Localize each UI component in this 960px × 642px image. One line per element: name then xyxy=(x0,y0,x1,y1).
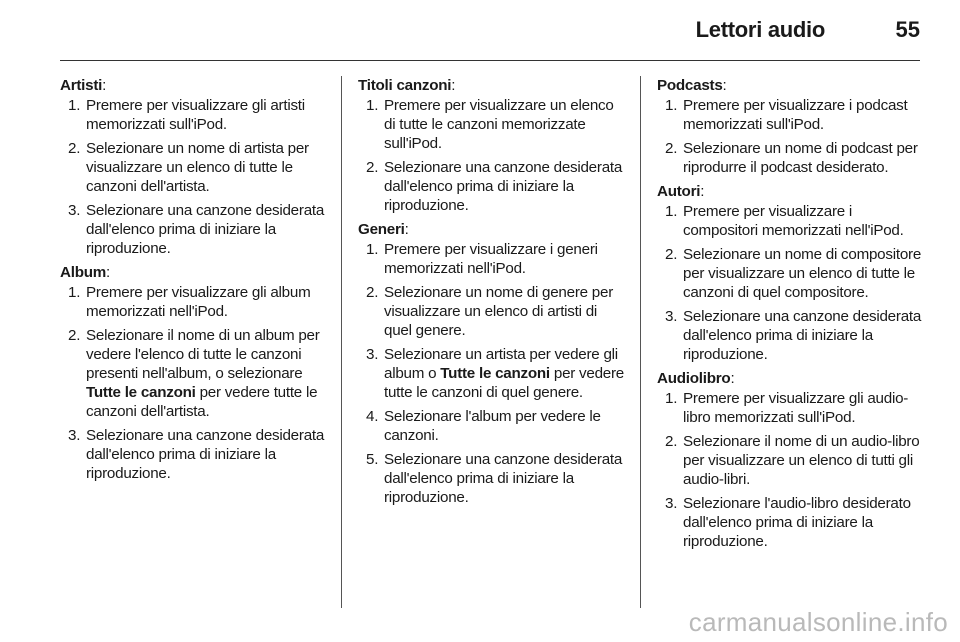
section-podcasts xyxy=(657,76,925,177)
step-number: 2. xyxy=(665,246,678,263)
section-heading: Audiolibro: xyxy=(657,370,735,387)
step-text: Selezionare una canzone desiderata dall'elenco prima di iniziare la riproduzione. xyxy=(384,451,623,506)
step-text: Selezionare un nome di artista per visualizzare un elenco di tutte le canzoni dell'artista. xyxy=(86,140,309,195)
step-text: Selezionare il nome di un album per vedere l'elenco di tutte le canzoni presenti nell'album, o selezionare xyxy=(86,327,320,382)
section-heading: Autori: xyxy=(657,183,705,200)
step-number: 5. xyxy=(366,451,379,468)
step-number: 2. xyxy=(68,327,81,344)
step-item xyxy=(60,201,328,258)
step-item xyxy=(358,407,626,445)
step-item xyxy=(358,158,626,215)
step-text: Selezionare una canzone desiderata dall'elenco prima di iniziare la riproduzione. xyxy=(86,202,325,257)
step-item xyxy=(657,139,925,177)
section-heading: Generi: xyxy=(358,221,409,238)
step-text: Selezionare una canzone desiderata dall'elenco prima di iniziare la riproduzione. xyxy=(86,427,325,482)
page-number: 55 xyxy=(895,17,920,42)
watermark-text: carmanualsonline.info xyxy=(688,607,948,637)
step-number: 1. xyxy=(665,390,678,407)
step-number: 2. xyxy=(68,140,81,157)
step-item xyxy=(657,96,925,134)
step-text: Premere per visualizzare i generi memorizzati nell'iPod. xyxy=(384,241,598,277)
section-title: Album xyxy=(60,264,106,281)
step-item xyxy=(60,283,328,321)
section-album xyxy=(60,263,328,483)
step-number: 3. xyxy=(366,346,379,363)
section-title: Titoli canzoni xyxy=(358,77,452,94)
section-title: Artisti xyxy=(60,77,103,94)
step-text: Selezionare un nome di genere per visualizzare un elenco di artisti di quel genere. xyxy=(384,284,614,339)
step-number: 2. xyxy=(665,140,678,157)
step-item xyxy=(358,96,626,153)
header-rule xyxy=(60,60,920,61)
step-number: 1. xyxy=(366,241,379,258)
step-text: Selezionare un artista per vedere gli album o xyxy=(384,346,618,382)
column-divider xyxy=(640,76,641,608)
step-item xyxy=(60,96,328,134)
section-heading: Album: xyxy=(60,264,110,281)
step-list xyxy=(358,240,626,507)
step-item xyxy=(358,240,626,278)
section-title: Autori xyxy=(657,183,701,200)
step-list xyxy=(60,96,328,258)
step-item xyxy=(358,450,626,507)
step-number: 1. xyxy=(68,97,81,114)
step-number: 1. xyxy=(665,97,678,114)
menu-term: Tutte le canzoni xyxy=(440,365,550,382)
text-column-1 xyxy=(60,76,328,488)
section-title: Podcasts xyxy=(657,77,723,94)
step-item xyxy=(60,139,328,196)
step-list xyxy=(657,202,925,364)
step-item xyxy=(60,326,328,421)
step-text: per vedere tutte le canzoni di quel genere. xyxy=(384,365,624,401)
step-list xyxy=(60,283,328,483)
section-title: Audiolibro xyxy=(657,370,731,387)
step-item xyxy=(657,389,925,427)
section-heading: Artisti: xyxy=(60,77,107,94)
step-item xyxy=(60,426,328,483)
step-text: Premere per visualizzare i compositori memorizzati nell'iPod. xyxy=(683,203,904,239)
step-item xyxy=(657,202,925,240)
column-divider xyxy=(341,76,342,608)
step-text: Selezionare l'audio-libro desiderato dall'elenco prima di iniziare la riproduzione. xyxy=(683,495,911,550)
section-heading: Titoli canzoni: xyxy=(358,77,456,94)
step-text: Premere per visualizzare i podcast memorizzati sull'iPod. xyxy=(683,97,908,133)
section-title: Generi xyxy=(358,221,405,238)
step-text: Selezionare un nome di compositore per visualizzare un elenco di tutte le canzoni di quel compositore. xyxy=(683,246,922,301)
step-text: Selezionare un nome di podcast per riprodurre il podcast desiderato. xyxy=(683,140,918,176)
section-audiolibro xyxy=(657,369,925,551)
section-generi xyxy=(358,220,626,507)
step-item xyxy=(358,283,626,340)
step-text: Premere per visualizzare gli audio-libro memorizzati sull'iPod. xyxy=(683,390,909,426)
section-artisti xyxy=(60,76,328,258)
step-list xyxy=(358,96,626,215)
menu-term: Tutte le canzoni xyxy=(86,384,196,401)
section-autori xyxy=(657,182,925,364)
step-list xyxy=(657,389,925,551)
step-item xyxy=(657,494,925,551)
step-number: 3. xyxy=(665,495,678,512)
step-number: 1. xyxy=(665,203,678,220)
step-item xyxy=(657,307,925,364)
step-text: per vedere tutte le canzoni dell'artista. xyxy=(86,384,318,420)
step-number: 3. xyxy=(68,202,81,219)
step-number: 2. xyxy=(665,433,678,450)
text-column-3 xyxy=(657,76,925,556)
step-number: 2. xyxy=(366,159,379,176)
section-titoli-canzoni xyxy=(358,76,626,215)
text-column-2 xyxy=(358,76,626,512)
step-number: 3. xyxy=(665,308,678,325)
step-number: 3. xyxy=(68,427,81,444)
step-text: Premere per visualizzare gli album memorizzati nell'iPod. xyxy=(86,284,311,320)
step-text: Selezionare il nome di un audio-libro per visualizzare un elenco di tutti gli audio-libri. xyxy=(683,433,920,488)
step-item xyxy=(657,245,925,302)
page-title: Lettori audio xyxy=(695,17,825,42)
step-number: 2. xyxy=(366,284,379,301)
step-list xyxy=(657,96,925,177)
step-text: Premere per visualizzare gli artisti memorizzati sull'iPod. xyxy=(86,97,305,133)
step-number: 4. xyxy=(366,408,379,425)
step-text: Selezionare l'album per vedere le canzoni. xyxy=(384,408,601,444)
step-text: Premere per visualizzare un elenco di tutte le canzoni memorizzate sull'iPod. xyxy=(384,97,614,152)
step-item xyxy=(657,432,925,489)
step-item xyxy=(358,345,626,402)
step-number: 1. xyxy=(68,284,81,301)
step-number: 1. xyxy=(366,97,379,114)
step-text: Selezionare una canzone desiderata dall'elenco prima di iniziare la riproduzione. xyxy=(683,308,922,363)
section-heading: Podcasts: xyxy=(657,77,727,94)
step-text: Selezionare una canzone desiderata dall'elenco prima di iniziare la riproduzione. xyxy=(384,159,623,214)
page-header xyxy=(0,0,960,60)
